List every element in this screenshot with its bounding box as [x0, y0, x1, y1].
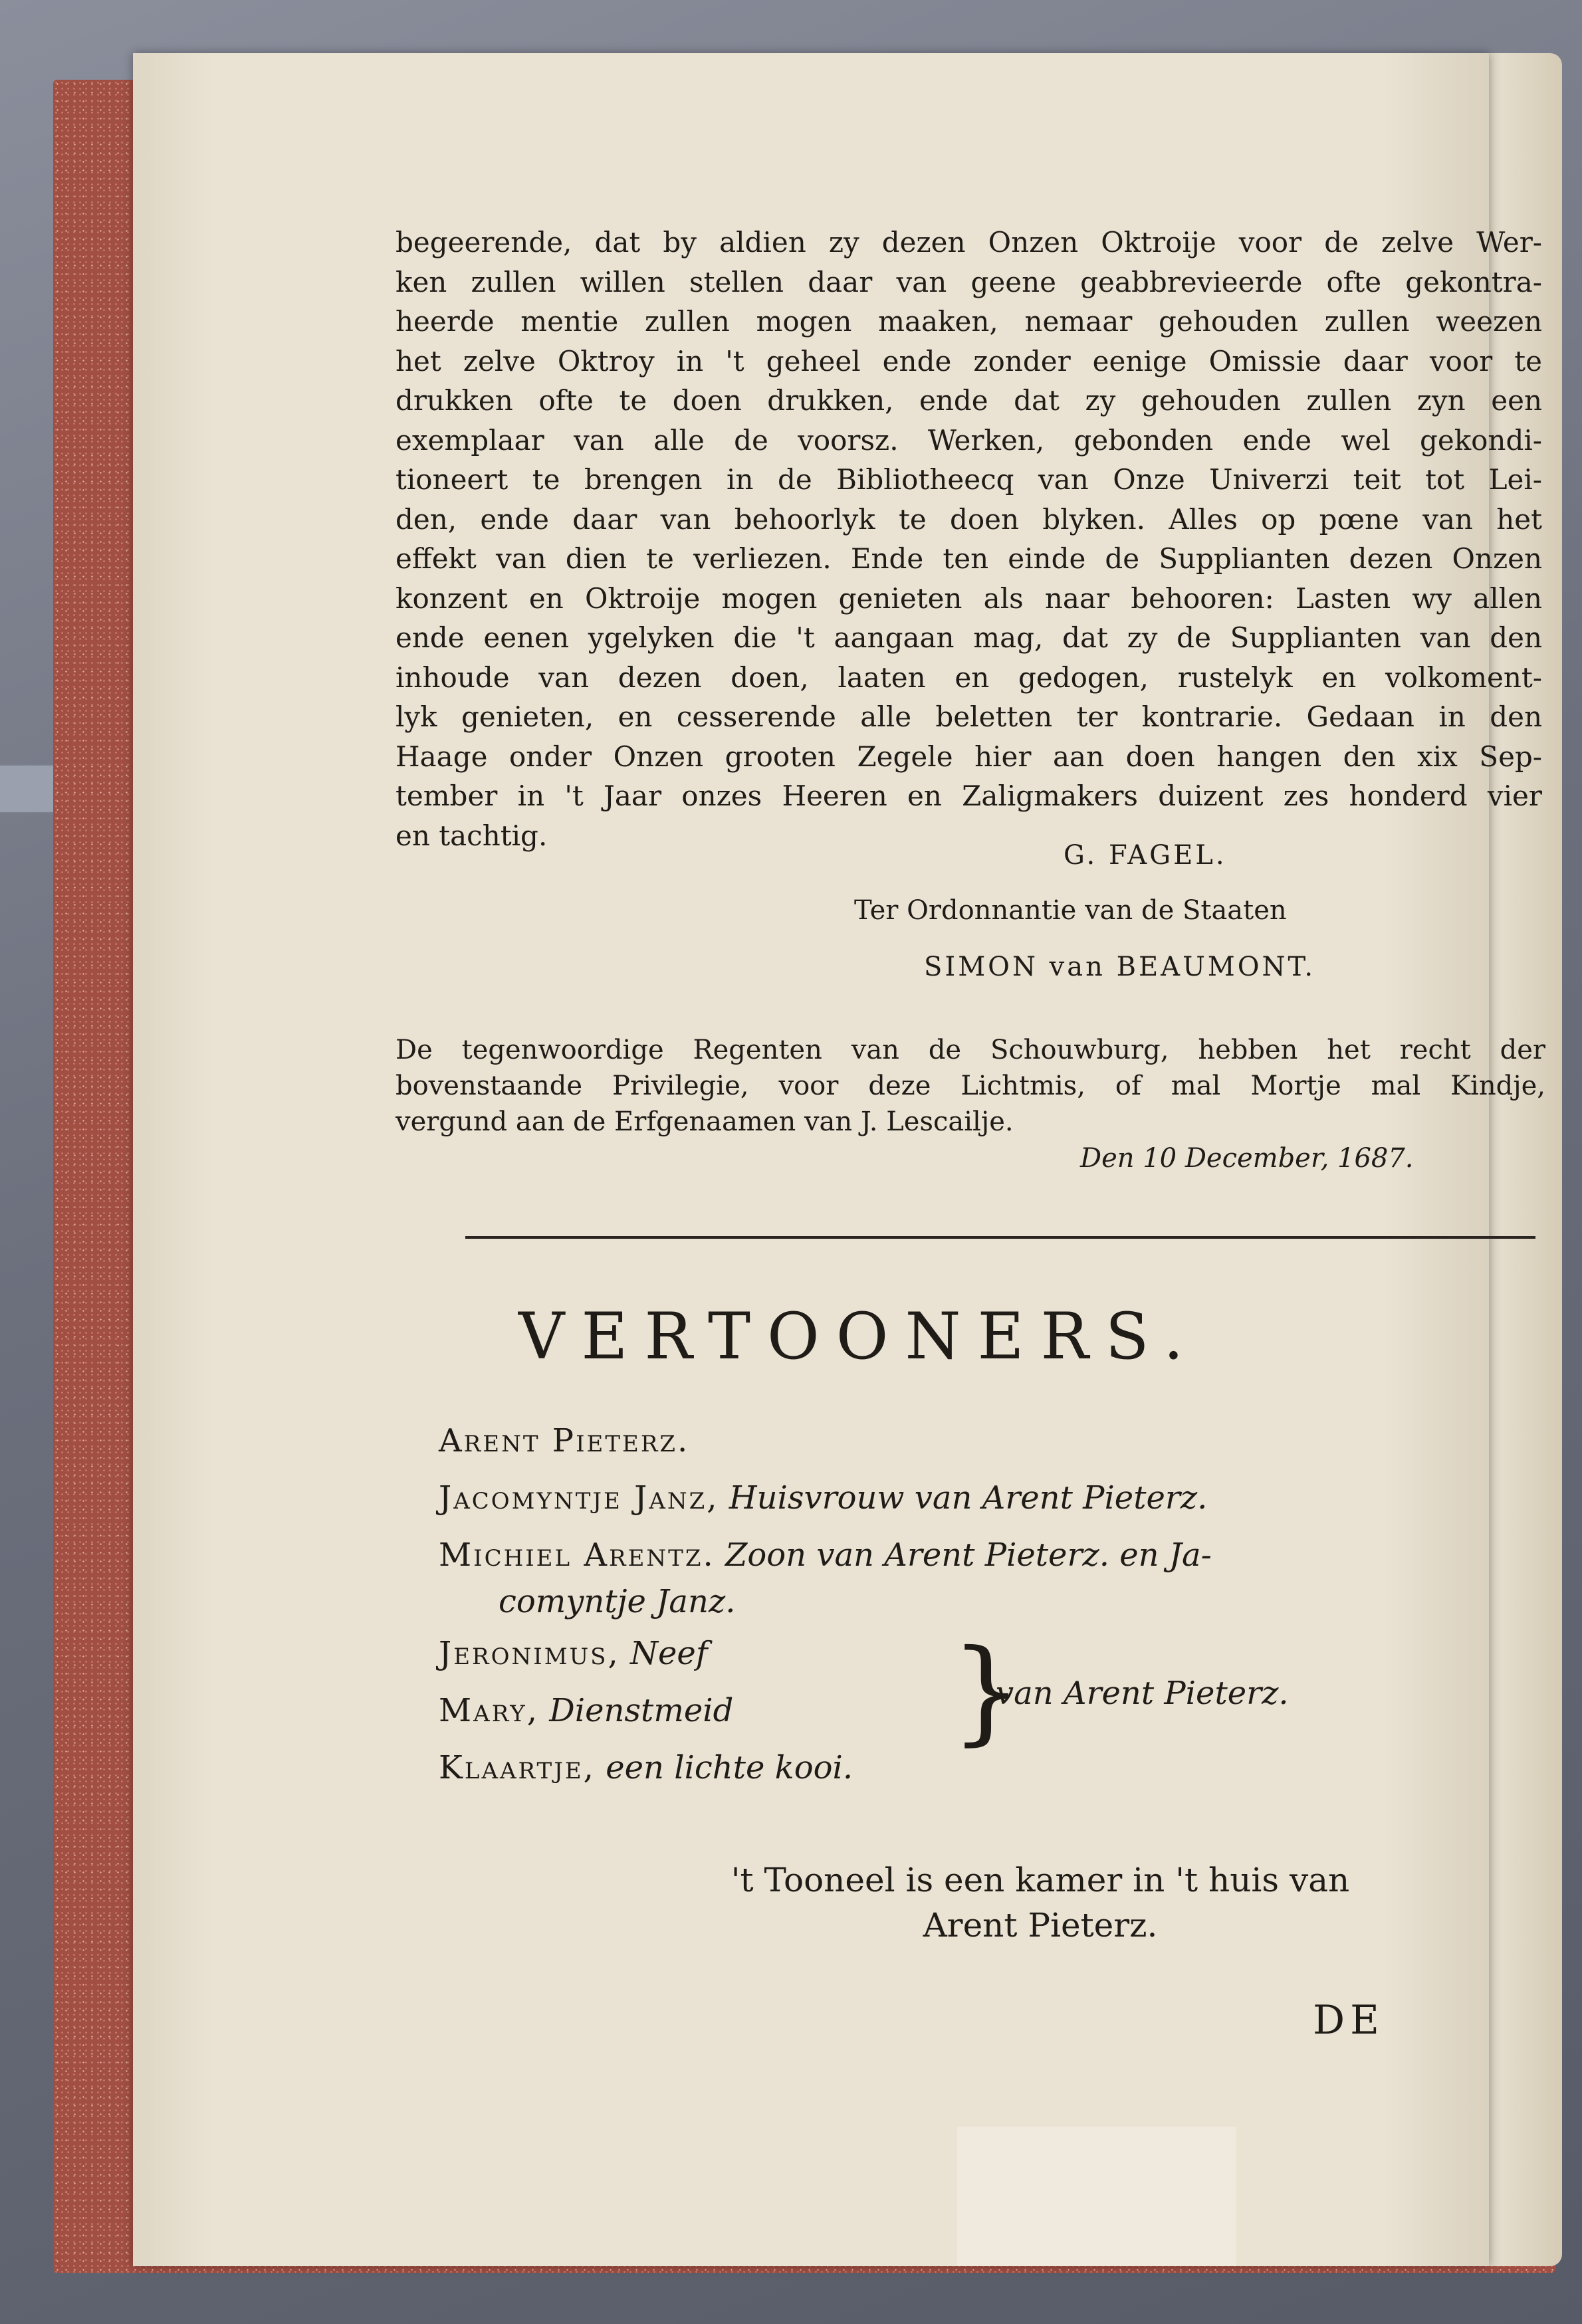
- text-line: ende eenen ygelyken die 't aangaan mag, dat zy de Supplianten van den: [396, 621, 1542, 654]
- cast-entry: [439, 1469, 1212, 1527]
- book-page: [133, 53, 1545, 2266]
- cast-entry: [439, 1527, 1212, 1584]
- character-role: een lichte kooi.: [606, 1749, 853, 1786]
- cast-list: [439, 1412, 1212, 1796]
- note-line: vergund aan de Erfgenaamen van J. Lescailje.: [396, 1107, 1014, 1137]
- text-line: drukken ofte te doen drukken, ende dat zy gehouden zullen zyn een: [396, 384, 1542, 417]
- text-line: het zelve Oktroy in 't geheel ende zonder eenige Omissie daar voor te: [396, 344, 1542, 377]
- text-line: konzent en Oktroije mogen genieten als naar behooren: Lasten wy allen: [396, 581, 1542, 615]
- character-name: Arent Pieterz.: [439, 1422, 690, 1459]
- text-line: ken zullen willen stellen daar van geene geabbrevieerde ofte gekontra-: [396, 265, 1542, 298]
- character-name: Jacomyntje Janz,: [439, 1479, 719, 1517]
- text-line: begeerende, dat by aldien zy dezen Onzen Oktroije voor de zelve Wer-: [396, 226, 1542, 259]
- stage-line: Arent Pieterz.: [923, 1906, 1158, 1945]
- note-line: bovenstaande Privilegie, voor deze Lichtmis, of mal Mortje mal Kindje,: [396, 1071, 1545, 1101]
- shared-role: van Arent Pieterz.: [996, 1675, 1289, 1712]
- regents-note: [396, 1032, 1545, 1140]
- text-line: heerde mentie zullen mogen maaken, nemaar gehouden zullen weezen: [396, 305, 1542, 338]
- text-line: inhoude van dezen doen, laaten en gedogen, rustelyk en volkoment-: [396, 661, 1542, 694]
- text-line: Haage onder Onzen grooten Zegele hier aan doen hangen den xix Sep-: [396, 740, 1542, 773]
- catchword: DE: [1313, 1997, 1385, 2044]
- text-line: lyk genieten, en cesserende alle beletten ter kontrarie. Gedaan in den: [396, 700, 1542, 733]
- paper-patch: [957, 2127, 1236, 2266]
- text-line: effekt van dien te verliezen. Ende ten einde de Supplianten dezen Onzen: [396, 542, 1542, 575]
- section-divider: [465, 1236, 1535, 1239]
- note-date: Den 10 December, 1687.: [1080, 1143, 1414, 1174]
- character-name: Mary,: [439, 1692, 539, 1729]
- character-name: Jeronimus,: [439, 1635, 620, 1672]
- character-role: Huisvrouw van Arent Pieterz.: [729, 1479, 1208, 1517]
- stage-line: 't Tooneel is een kamer in 't huis van: [731, 1861, 1350, 1899]
- ordonnantie-line: Ter Ordonnantie van de Staaten: [854, 895, 1287, 926]
- character-role: Neef: [630, 1635, 708, 1672]
- character-name: Klaartje,: [439, 1749, 596, 1786]
- cast-entry: [439, 1739, 1212, 1796]
- signer-name: G. FAGEL.: [1064, 840, 1227, 871]
- character-role-continued: comyntje Janz.: [499, 1583, 736, 1620]
- text-line: tioneert te brengen in de Bibliotheecq van Onze Univerzi teit tot Lei-: [396, 463, 1542, 496]
- secretary-name: SIMON van BEAUMONT.: [924, 952, 1316, 982]
- note-line: De tegenwoordige Regenten van de Schouwburg, hebben het recht der: [396, 1035, 1545, 1065]
- character-name: Michiel Arentz.: [439, 1536, 715, 1574]
- text-line: tember in 't Jaar onzes Heeren en Zaligmakers duizent zes honderd vier: [396, 780, 1542, 812]
- text-line: en tachtig.: [396, 819, 548, 852]
- character-role: Zoon van Arent Pieterz. en Ja-: [725, 1536, 1212, 1574]
- cast-entry: [439, 1412, 1212, 1469]
- privilege-text: [396, 223, 1542, 855]
- stage-direction: [575, 1857, 1506, 1948]
- cast-heading: VERTOONERS.: [518, 1299, 1200, 1374]
- cast-entry: [439, 1625, 1212, 1682]
- grouping-brace: }: [951, 1626, 1023, 1757]
- text-line: exemplaar van alle de voorsz. Werken, gebonden ende wel gekondi-: [396, 423, 1542, 457]
- text-line: den, ende daar van behoorlyk te doen blyken. Alles op pœne van het: [396, 502, 1542, 536]
- character-role: Dienstmeid: [549, 1692, 734, 1729]
